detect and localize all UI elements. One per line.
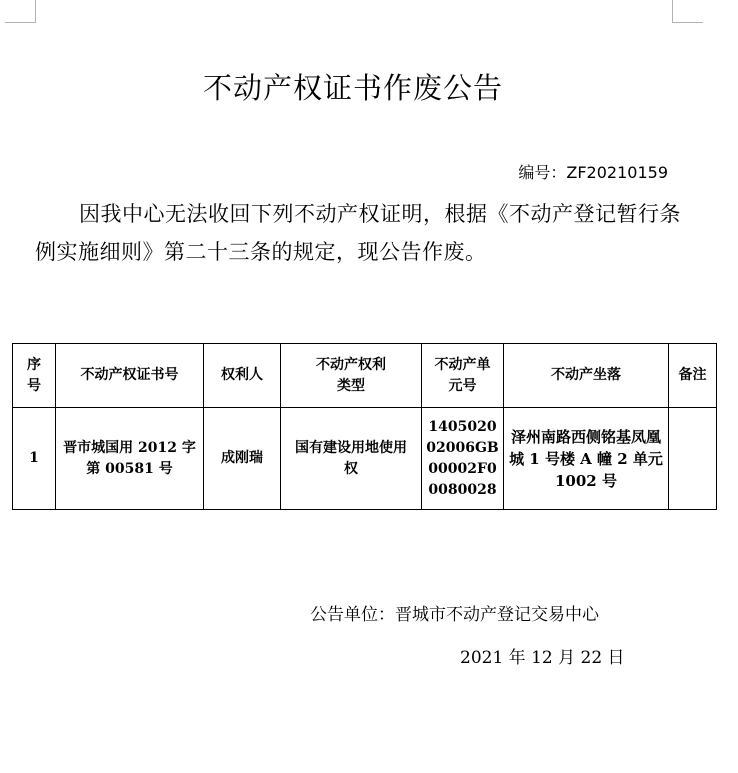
cell-location: 泽州南路西侧铭基凤凰城 1 号楼 A 幢 2 单元 1002 号 [504,408,669,510]
cell-right-type: 国有建设用地使用权 [281,408,422,510]
page-title: 不动产权证书作废公告 [202,71,503,105]
cell-holder: 成刚瑞 [204,408,281,510]
header-remark: 备注 [669,344,717,408]
issuing-unit: 公告单位：晋城市不动产登记交易中心 [310,605,599,625]
page-corner-mark-left [5,0,36,23]
table-row [13,408,717,510]
header-location: 不动产坐落 [504,344,669,408]
header-right-type: 不动产权利类型 [281,344,422,408]
cell-seq: 1 [13,408,56,510]
header-seq: 序号 [13,344,56,408]
document-number: 编号：ZF20210159 [518,163,668,182]
table-header-row [13,344,717,408]
cell-unit-no: 140502002006GB00002F00080028 [422,408,504,510]
certificate-table [12,343,717,510]
page-corner-mark-right [672,0,703,23]
header-holder: 权利人 [204,344,281,408]
cell-remark [669,408,717,510]
header-unit-no: 不动产单元号 [422,344,504,408]
cell-cert-no: 晋市城国用 2012 字第 00581 号 [56,408,204,510]
header-cert-no: 不动产权证书号 [56,344,204,408]
announcement-body: 因我中心无法收回下列不动产权证明，根据《不动产登记暂行条例实施细则》第二十三条的规定，现公告作废。 [35,202,681,264]
issue-date: 2021 年 12 月 22 日 [460,648,625,668]
